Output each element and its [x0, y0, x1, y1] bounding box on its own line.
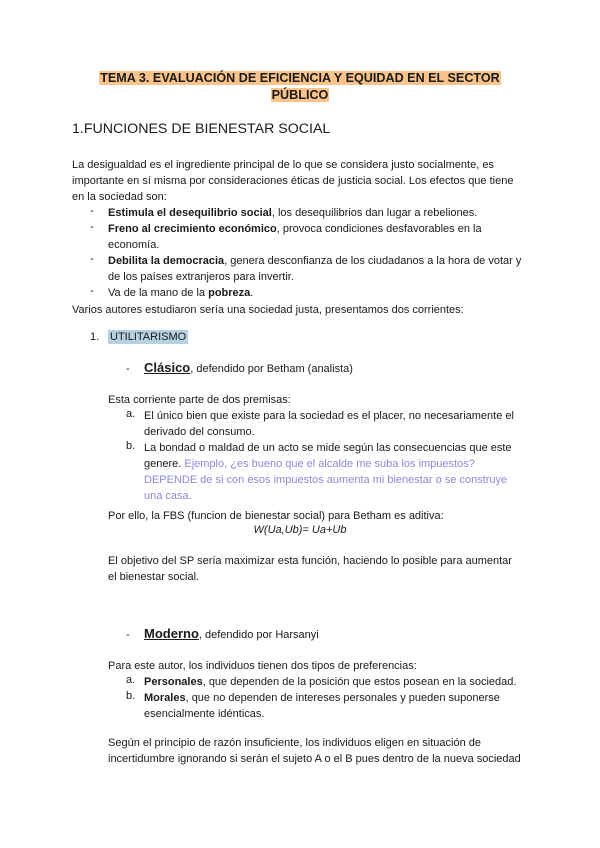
bullet-marker: - — [126, 629, 130, 641]
preference-text-cont: esencialmente idénticas. — [144, 708, 265, 720]
subsection-label: UTILITARISMO — [110, 331, 187, 343]
premise-b-line: La bondad o maldad de un acto se mide según las consecuencias que este — [144, 442, 512, 454]
effect-text: , los desequilibrios dan lugar a rebeliones. — [271, 207, 478, 219]
title-line-2: PÚBLICO — [271, 87, 329, 102]
list-marker: b. — [126, 690, 136, 702]
objective-line: el bienestar social. — [108, 571, 200, 583]
bullet-marker: - — [90, 285, 94, 297]
preference-b — [144, 690, 528, 722]
effect-bold: pobreza — [208, 287, 251, 299]
subsection-number: 1. — [90, 331, 100, 343]
intro-line: La desigualdad es el ingrediente principal de lo que se considera justo socialmente, es — [72, 159, 494, 171]
effect-bold: Debilita la democracia — [108, 255, 225, 267]
effect-bold: Estimula el desequilibrio social — [108, 207, 272, 219]
closing-line: Según el principio de razón insuficiente, los individuos eligen en situación de — [108, 737, 482, 749]
clasico-desc: , defendido por Betham (analista) — [190, 363, 353, 375]
page-title — [72, 70, 528, 103]
premise-b-text: genere. — [144, 458, 185, 470]
premise-a — [144, 408, 528, 440]
bullet-marker: - — [90, 253, 94, 265]
effect-item — [108, 253, 528, 285]
effect-text: , provoca condiciones desfavorables en la — [276, 223, 482, 235]
premise-b-line — [144, 456, 528, 472]
effect-bold: Freno al crecimiento económico — [108, 223, 277, 235]
preference-text: , que no dependen de intereses personales y pueden suponerse — [185, 692, 500, 704]
preference-text: , que dependen de la posición que estos posean en la sociedad. — [202, 676, 517, 688]
objective-line: El objetivo del SP sería maximizar esta función, haciendo lo posible para aumentar — [108, 555, 512, 567]
list-marker: a. — [126, 408, 136, 420]
fbs-line: Por ello, la FBS (funcion de bienestar social) para Betham es aditiva: — [108, 510, 444, 522]
title-line-1: TEMA 3. EVALUACIÓN DE EFICIENCIA Y EQUIDAD EN EL SECTOR — [100, 71, 500, 85]
example-text: una casa. — [144, 490, 192, 502]
effect-item — [108, 285, 528, 301]
effect-text-cont: de los países extranjeros para invertir. — [108, 271, 294, 283]
bullet-marker: - — [126, 363, 130, 375]
preference-bold: Morales — [144, 692, 186, 704]
moderno-desc: , defendido por Harsanyi — [198, 629, 319, 641]
fbs-formula: W(Ua,Ub)= Ua+Ub — [253, 524, 347, 536]
premise-intro: Esta corriente parte de dos premisas: — [108, 394, 291, 406]
clasico-title: Clásico — [144, 360, 191, 375]
clasico-heading — [126, 360, 353, 375]
moderno-title: Moderno — [144, 626, 199, 641]
effect-item — [108, 205, 528, 221]
effect-item — [108, 221, 528, 253]
authors-line: Varios autores estudiaron sería una sociedad justa, presentamos dos corrientes: — [72, 304, 464, 316]
closing-line: incertidumbre ignorando si serán el sujeto A o el B pues dentro de la nueva sociedad — [108, 753, 521, 765]
example-text: Ejemplo, ¿es bueno que el alcalde me suba los impuestos? — [184, 458, 475, 470]
closing-paragraph — [108, 735, 528, 767]
premise-b — [144, 440, 528, 504]
preference-a — [144, 674, 528, 690]
list-marker: a. — [126, 674, 136, 686]
objective-paragraph — [108, 553, 528, 585]
effect-text: Va de la mano de la — [108, 287, 209, 299]
intro-paragraph — [72, 157, 528, 205]
moderno-intro: Para este autor, los individuos tienen dos tipos de preferencias: — [108, 660, 417, 672]
effect-text: . — [250, 287, 254, 299]
moderno-heading — [126, 626, 319, 641]
effect-text: , genera desconfianza de los ciudadanos a la hora de votar y — [224, 255, 522, 267]
preference-bold: Personales — [144, 676, 203, 688]
section-heading: 1.FUNCIONES DE BIENESTAR SOCIAL — [72, 121, 331, 137]
effect-text-cont: economía. — [108, 239, 160, 251]
premise-a-line: derivado del consumo. — [144, 426, 255, 438]
subsection-utilitarismo — [90, 331, 188, 343]
example-text: DEPENDE de si con esos impuestos aumenta mi bienestar o se construye — [144, 474, 508, 486]
premise-a-line: El único bien que existe para la sociedad es el placer, no necesariamente el — [144, 410, 514, 422]
list-marker: b. — [126, 440, 136, 452]
bullet-marker: - — [90, 221, 94, 233]
intro-line: importante en sí misma por consideraciones éticas de justicia social. Los efectos que tiene — [72, 175, 514, 187]
intro-line: en la sociedad son: — [72, 191, 167, 203]
bullet-marker: - — [90, 205, 94, 217]
